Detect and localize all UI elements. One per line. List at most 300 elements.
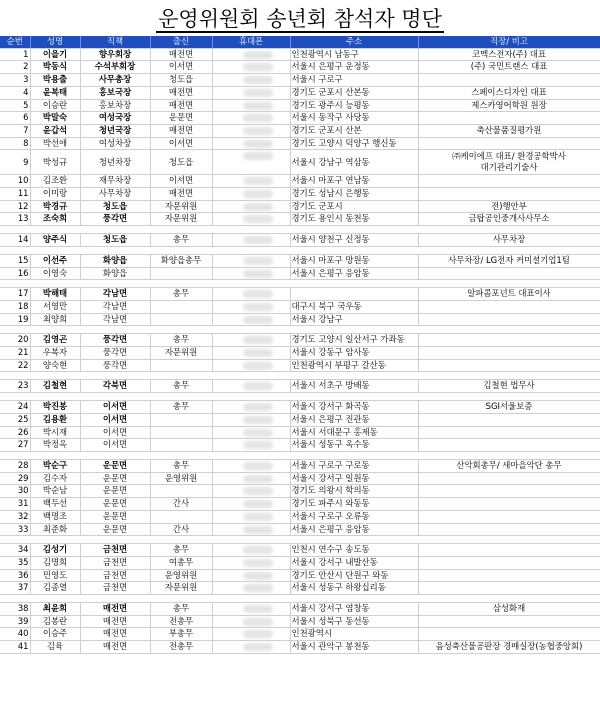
row-position: 이서면 <box>80 401 150 414</box>
table-row <box>0 628 600 641</box>
table-row <box>0 313 600 326</box>
row-name: 우복자 <box>30 347 80 360</box>
section-gap <box>0 595 600 603</box>
row-note <box>418 485 600 498</box>
row-origin: 총무 <box>150 380 212 393</box>
row-origin: 청도읍 <box>150 150 212 175</box>
table-row <box>0 137 600 150</box>
header-address: 주소 <box>290 36 418 48</box>
row-note-line: SGI서울보증 <box>485 401 533 412</box>
header-note: 직장/ 비고 <box>418 36 600 48</box>
row-note <box>418 347 600 360</box>
row-origin: 총무 <box>150 288 212 301</box>
row-origin: 전총무 <box>150 615 212 628</box>
table-row <box>0 254 600 267</box>
row-note <box>418 300 600 313</box>
redaction-blur <box>243 487 273 495</box>
row-note <box>418 510 600 523</box>
row-position: 청도읍 <box>80 234 150 247</box>
row-note <box>418 603 600 616</box>
row-position: 각남면 <box>80 288 150 301</box>
row-note-line: 스페이스디자인 대표 <box>471 86 547 97</box>
table-row <box>0 413 600 426</box>
row-note-line-2: 대기관리기술사 <box>480 162 538 173</box>
redaction-blur <box>243 236 273 244</box>
table-row <box>0 472 600 485</box>
row-note <box>418 188 600 201</box>
row-phone-redacted <box>212 615 290 628</box>
section-gap <box>0 536 600 544</box>
row-name: 이승란 <box>30 99 80 112</box>
row-number: 4 <box>0 86 30 99</box>
row-note-line: 알파콤포넌트 대표이사 <box>467 288 551 299</box>
table-row <box>0 641 600 654</box>
row-address: 서울시 성북구 동선동 <box>290 615 418 628</box>
header-no: 순번 <box>0 36 30 48</box>
row-number: 28 <box>0 459 30 472</box>
row-origin: 총무 <box>150 401 212 414</box>
row-note <box>418 459 600 472</box>
row-note-line: 김철현 법무사 <box>483 380 535 391</box>
row-address: 서울시 구로구 <box>290 74 418 87</box>
row-origin: 이서면 <box>150 137 212 150</box>
row-phone-redacted <box>212 267 290 280</box>
row-number: 8 <box>0 137 30 150</box>
table-row <box>0 582 600 595</box>
row-origin: 총무 <box>150 459 212 472</box>
attendee-table <box>0 36 600 654</box>
row-address: 서울시 구로구 오류동 <box>290 510 418 523</box>
table-row <box>0 188 600 201</box>
row-number: 34 <box>0 544 30 557</box>
row-note <box>418 426 600 439</box>
redaction-blur <box>243 500 273 508</box>
row-name: 김봉란 <box>30 615 80 628</box>
row-note <box>418 313 600 326</box>
gap-cell <box>0 536 600 544</box>
redaction-blur <box>243 76 273 84</box>
table-row <box>0 300 600 313</box>
row-position: 여성차장 <box>80 137 150 150</box>
row-name: 최준화 <box>30 523 80 536</box>
redaction-blur <box>243 203 273 211</box>
redaction-blur <box>243 336 273 344</box>
gap-cell <box>0 226 600 234</box>
table-row <box>0 74 600 87</box>
row-note <box>418 267 600 280</box>
redaction-blur <box>243 102 273 110</box>
row-note <box>418 234 600 247</box>
row-name: 박선애 <box>30 137 80 150</box>
section-gap <box>0 372 600 380</box>
row-origin: 화양읍총무 <box>150 254 212 267</box>
row-number: 35 <box>0 556 30 569</box>
row-number: 30 <box>0 485 30 498</box>
row-address: 경기도 용인시 동천동 <box>290 213 418 226</box>
row-address: 서울시 마포구 망원동 <box>290 254 418 267</box>
row-note-line: 전)행안부 <box>491 200 527 211</box>
redaction-blur <box>243 362 273 370</box>
row-name: 박순남 <box>30 485 80 498</box>
row-origin <box>150 300 212 313</box>
row-note <box>418 628 600 641</box>
row-address: 인천광역시 <box>290 628 418 641</box>
row-origin: 여총무 <box>150 556 212 569</box>
row-number: 21 <box>0 347 30 360</box>
row-origin: 매전면 <box>150 124 212 137</box>
row-name: 박진봉 <box>30 401 80 414</box>
row-name: 민영도 <box>30 569 80 582</box>
row-address: 경기도 안산시 단원구 와동 <box>290 569 418 582</box>
row-name: 김영곤 <box>30 334 80 347</box>
row-origin: 간사 <box>150 523 212 536</box>
row-position: 운문면 <box>80 523 150 536</box>
row-position: 수석부회장 <box>80 61 150 74</box>
row-note-line: 사무차장 <box>492 234 526 245</box>
row-number: 23 <box>0 380 30 393</box>
row-name: 윤복태 <box>30 86 80 99</box>
redaction-blur <box>243 303 273 311</box>
row-name: 이선주 <box>30 254 80 267</box>
row-position: 사무총장 <box>80 74 150 87</box>
row-number: 37 <box>0 582 30 595</box>
row-address: 서울시 성동구 하왕십리동 <box>290 582 418 595</box>
row-origin: 이서면 <box>150 61 212 74</box>
row-name: 최양희 <box>30 313 80 326</box>
row-number: 31 <box>0 498 30 511</box>
row-name: 박정옥 <box>30 439 80 452</box>
row-address: 서울시 동작구 사당동 <box>290 112 418 125</box>
row-note-line: 음성축산물공판장 경매실장(농협중앙회) <box>435 641 583 652</box>
row-origin: 자문위원 <box>150 347 212 360</box>
table-row <box>0 603 600 616</box>
header-position: 직책 <box>80 36 150 48</box>
row-phone-redacted <box>212 544 290 557</box>
row-name: 김조환 <box>30 175 80 188</box>
row-origin: 운영위원 <box>150 569 212 582</box>
row-position: 홍보차장 <box>80 99 150 112</box>
row-note <box>418 380 600 393</box>
gap-cell <box>0 246 600 254</box>
row-address: 경기도 파주시 와동동 <box>290 498 418 511</box>
row-position: 운문면 <box>80 485 150 498</box>
header-name: 성명 <box>30 36 80 48</box>
row-address: 서울시 양천구 신정동 <box>290 234 418 247</box>
redaction-blur <box>243 475 273 483</box>
row-address: 서울시 구로구 구로동 <box>290 459 418 472</box>
row-number: 26 <box>0 426 30 439</box>
redaction-blur <box>243 177 273 185</box>
row-address: 서울시 강남구 역삼동 <box>290 150 418 175</box>
row-position: 금천면 <box>80 582 150 595</box>
row-number: 41 <box>0 641 30 654</box>
row-note <box>418 498 600 511</box>
row-phone-redacted <box>212 359 290 372</box>
row-phone-redacted <box>212 74 290 87</box>
redaction-blur <box>243 190 273 198</box>
row-phone-redacted <box>212 61 290 74</box>
gap-cell <box>0 326 600 334</box>
row-origin: 자문위원 <box>150 200 212 213</box>
redaction-blur <box>243 382 273 390</box>
row-name: 양숙현 <box>30 359 80 372</box>
redaction-blur <box>243 546 273 554</box>
row-note <box>418 200 600 213</box>
gap-cell <box>0 393 600 401</box>
table-row <box>0 510 600 523</box>
table-row <box>0 439 600 452</box>
row-position: 이서면 <box>80 426 150 439</box>
row-note-line: ㈜케이에프 대표/ 환경공학박사 <box>452 151 566 162</box>
redaction-blur <box>243 63 273 71</box>
row-number: 38 <box>0 603 30 616</box>
row-origin: 매전면 <box>150 99 212 112</box>
row-number: 5 <box>0 99 30 112</box>
row-number: 3 <box>0 74 30 87</box>
row-name: 김종열 <box>30 582 80 595</box>
redaction-blur <box>243 270 273 278</box>
table-row <box>0 334 600 347</box>
row-position: 화양읍 <box>80 267 150 280</box>
redaction-blur <box>243 257 273 265</box>
redaction-blur <box>243 152 273 160</box>
row-note-line: 제스카영어학원 원장 <box>471 99 547 110</box>
row-name: 박용출 <box>30 74 80 87</box>
row-note-line: 사무차장/ LG전자 커미셜기업1팀 <box>448 254 570 265</box>
row-position: 사무차장 <box>80 188 150 201</box>
row-phone-redacted <box>212 254 290 267</box>
redaction-blur <box>243 349 273 357</box>
row-origin <box>150 413 212 426</box>
row-name: 양주식 <box>30 234 80 247</box>
row-number: 29 <box>0 472 30 485</box>
table-row <box>0 86 600 99</box>
row-note <box>418 175 600 188</box>
row-phone-redacted <box>212 380 290 393</box>
table-row <box>0 426 600 439</box>
row-number: 27 <box>0 439 30 452</box>
redaction-blur <box>243 630 273 638</box>
row-name: 서영만 <box>30 300 80 313</box>
row-phone-redacted <box>212 175 290 188</box>
row-origin <box>150 359 212 372</box>
row-address: 서울시 강서구 화곡동 <box>290 401 418 414</box>
table-row <box>0 401 600 414</box>
row-phone-redacted <box>212 86 290 99</box>
row-note-line: (주) 국민트랜스 대표 <box>470 61 548 72</box>
redaction-blur <box>243 89 273 97</box>
row-address: 서울시 서초구 방배동 <box>290 380 418 393</box>
row-number: 9 <box>0 150 30 175</box>
redaction-blur <box>243 114 273 122</box>
section-gap <box>0 326 600 334</box>
redaction-blur <box>243 462 273 470</box>
row-address: 대구시 북구 국우동 <box>290 300 418 313</box>
row-phone-redacted <box>212 137 290 150</box>
row-number: 14 <box>0 234 30 247</box>
table-row <box>0 615 600 628</box>
row-note <box>418 641 600 654</box>
row-number: 39 <box>0 615 30 628</box>
redaction-blur <box>243 403 273 411</box>
row-number: 32 <box>0 510 30 523</box>
table-row <box>0 267 600 280</box>
row-position: 화양읍 <box>80 254 150 267</box>
row-number: 7 <box>0 124 30 137</box>
gap-cell <box>0 595 600 603</box>
row-position: 금천면 <box>80 544 150 557</box>
row-phone-redacted <box>212 124 290 137</box>
section-gap <box>0 246 600 254</box>
row-note <box>418 254 600 267</box>
row-number: 1 <box>0 48 30 61</box>
redaction-blur <box>243 429 273 437</box>
row-number: 17 <box>0 288 30 301</box>
gap-cell <box>0 451 600 459</box>
row-phone-redacted <box>212 112 290 125</box>
gap-cell <box>0 372 600 380</box>
table-row <box>0 234 600 247</box>
section-gap <box>0 226 600 234</box>
row-number: 15 <box>0 254 30 267</box>
row-address: 서울시 강동구 암사동 <box>290 347 418 360</box>
row-name: 백명조 <box>30 510 80 523</box>
row-name: 박해태 <box>30 288 80 301</box>
row-number: 12 <box>0 200 30 213</box>
row-address: 서울시 마포구 연남동 <box>290 175 418 188</box>
table-row <box>0 380 600 393</box>
gap-cell <box>0 280 600 288</box>
row-name: 김수자 <box>30 472 80 485</box>
row-phone-redacted <box>212 300 290 313</box>
table-row <box>0 200 600 213</box>
row-origin: 간사 <box>150 498 212 511</box>
row-name: 박경규 <box>30 200 80 213</box>
row-origin: 운영위원 <box>150 472 212 485</box>
row-note <box>418 401 600 414</box>
redaction-blur <box>243 618 273 626</box>
row-note <box>418 137 600 150</box>
row-note <box>418 472 600 485</box>
row-position: 이서면 <box>80 413 150 426</box>
row-number: 18 <box>0 300 30 313</box>
redaction-blur <box>243 559 273 567</box>
row-name: 박순구 <box>30 459 80 472</box>
row-phone-redacted <box>212 413 290 426</box>
document-title: 운영위원회 송년회 참석자 명단 <box>158 7 442 31</box>
row-number: 22 <box>0 359 30 372</box>
redaction-blur <box>243 526 273 534</box>
row-address: 경기도 군포시 산본 <box>290 124 418 137</box>
section-gap <box>0 280 600 288</box>
row-position: 재무차장 <box>80 175 150 188</box>
redaction-blur <box>243 605 273 613</box>
row-address: 경기도 광주시 능평동 <box>290 99 418 112</box>
redaction-blur <box>243 513 273 521</box>
row-origin: 총무 <box>150 334 212 347</box>
redaction-blur <box>243 441 273 449</box>
row-number: 11 <box>0 188 30 201</box>
row-number: 20 <box>0 334 30 347</box>
row-number: 10 <box>0 175 30 188</box>
header-origin: 출신 <box>150 36 212 48</box>
row-phone-redacted <box>212 401 290 414</box>
row-phone-redacted <box>212 582 290 595</box>
table-row <box>0 569 600 582</box>
row-position: 금천면 <box>80 556 150 569</box>
redaction-blur <box>243 290 273 298</box>
row-number: 19 <box>0 313 30 326</box>
row-origin: 매전면 <box>150 188 212 201</box>
header-phone: 휴대폰 <box>212 36 290 48</box>
table-row <box>0 288 600 301</box>
row-origin: 총무 <box>150 544 212 557</box>
row-position: 이서면 <box>80 439 150 452</box>
redaction-blur <box>243 51 273 59</box>
row-position: 홍보국장 <box>80 86 150 99</box>
row-note <box>418 48 600 61</box>
row-name: 박시재 <box>30 426 80 439</box>
row-origin: 이서면 <box>150 175 212 188</box>
row-note <box>418 86 600 99</box>
row-number: 13 <box>0 213 30 226</box>
row-phone-redacted <box>212 188 290 201</box>
row-note <box>418 334 600 347</box>
row-note-line: 금탑공인중개사사무소 <box>468 213 550 224</box>
row-phone-redacted <box>212 556 290 569</box>
redaction-blur <box>243 316 273 324</box>
redaction-blur <box>243 140 273 148</box>
row-position: 운문면 <box>80 472 150 485</box>
row-origin: 자문위원 <box>150 213 212 226</box>
row-note <box>418 413 600 426</box>
row-name: 백두선 <box>30 498 80 511</box>
row-position: 풍각면 <box>80 213 150 226</box>
row-position: 매전면 <box>80 615 150 628</box>
row-origin: 매전면 <box>150 86 212 99</box>
table-row <box>0 48 600 61</box>
row-position: 각남면 <box>80 300 150 313</box>
table-row <box>0 99 600 112</box>
table-row <box>0 556 600 569</box>
row-name: 박말숙 <box>30 112 80 125</box>
row-name: 김성기 <box>30 544 80 557</box>
row-position: 청도읍 <box>80 200 150 213</box>
redaction-blur <box>243 643 273 651</box>
row-position: 매전면 <box>80 603 150 616</box>
row-note <box>418 582 600 595</box>
row-name: 이승주 <box>30 628 80 641</box>
table-row <box>0 523 600 536</box>
row-phone-redacted <box>212 426 290 439</box>
row-address: 인천광역시 부평구 갈산동 <box>290 359 418 372</box>
table-row <box>0 347 600 360</box>
row-address: 서울시 관악구 봉천동 <box>290 641 418 654</box>
row-number: 33 <box>0 523 30 536</box>
row-position: 각남면 <box>80 313 150 326</box>
row-position: 매전면 <box>80 641 150 654</box>
row-phone-redacted <box>212 641 290 654</box>
row-number: 16 <box>0 267 30 280</box>
row-note-line: 코멕스전자(주) 대표 <box>472 48 546 59</box>
row-note-line: 축산물품질평가원 <box>476 124 542 135</box>
row-name: 조숙희 <box>30 213 80 226</box>
row-address: 인천시 연수구 송도동 <box>290 544 418 557</box>
row-note-line: 산악회총무/ 새마을악단 총무 <box>456 459 562 470</box>
row-position: 운문면 <box>80 498 150 511</box>
row-number: 2 <box>0 61 30 74</box>
row-address: 서울시 강서구 일원동 <box>290 472 418 485</box>
